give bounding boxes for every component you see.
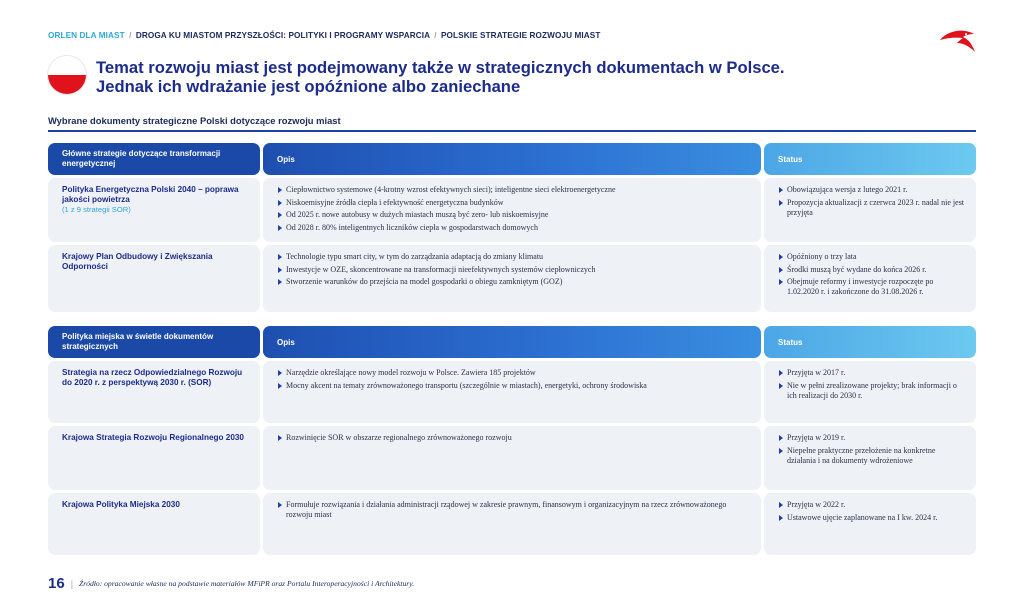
description-bullet: Stworzenie warunków do przejścia na model gospodarki o obiegu zamkniętym (GOZ) (277, 277, 751, 287)
status-bullet: Środki muszą być wydane do końca 2026 r. (778, 265, 966, 275)
source-note: Źródło: opracowanie własne na podstawie materiałów MFiPR oraz Portalu Interoperacyjności i Architektury. (79, 579, 415, 588)
strategy-cell (48, 361, 260, 423)
page-title (96, 58, 916, 96)
strategy-cell (48, 493, 260, 555)
status-bullet: Obejmuje reformy i inwestycje rozpoczęte po 1.02.2020 r. i zakończone do 31.08.2026 r. (778, 277, 966, 297)
description-bullet: Niskoemisyjne źródła ciepła i efektywność energetyczna budynków (277, 198, 751, 208)
table-row (48, 493, 976, 555)
page-title-line: Jednak ich wdrażanie jest opóźnione albo zaniechane (96, 77, 521, 96)
description-bullet: Inwestycje w OZE, skoncentrowane na transformacji nieefektywnych systemów ciepłowniczych (277, 265, 751, 275)
breadcrumb-separator: / (434, 31, 437, 40)
status-bullet: Opóźniony o trzy lata (778, 252, 966, 262)
header-strategies: Polityka miejska w świetle dokumentów strategicznych (48, 326, 260, 358)
description-bullet: Ciepłownictwo systemowe (4-krotny wzrost efektywnych sieci); inteligentne sieci elektroenergetyczne (277, 185, 751, 195)
breadcrumb-item[interactable]: ORLEN DLA MIAST (48, 31, 125, 40)
description-bullet: Technologie typu smart city, w tym do zarządzania adaptacją do zmiany klimatu (277, 252, 751, 262)
strategy-name: Krajowa Strategia Rozwoju Regionalnego 2030 (62, 433, 244, 442)
description-bullet: Rozwinięcie SOR w obszarze regionalnego zrównoważonego rozwoju (277, 433, 751, 443)
poland-flag-icon (48, 56, 86, 94)
header-description: Opis (263, 326, 761, 358)
table-row (48, 426, 976, 490)
status-cell (764, 493, 976, 555)
orlen-eagle-logo (938, 26, 978, 56)
breadcrumb-item[interactable]: DROGA KU MIASTOM PRZYSZŁOŚCI: POLITYKI I PROGRAMY WSPARCIA (135, 31, 430, 40)
strategy-name: Krajowa Polityka Miejska 2030 (62, 500, 180, 509)
page-number: 16 (48, 575, 65, 592)
table-row (48, 245, 976, 312)
table-header (48, 326, 976, 358)
header-description: Opis (263, 143, 761, 175)
status-cell (764, 178, 976, 242)
status-cell (764, 426, 976, 490)
breadcrumb (48, 31, 600, 40)
description-cell (263, 426, 761, 490)
caption-divider (48, 130, 976, 132)
description-cell (263, 361, 761, 423)
header-status: Status (764, 143, 976, 175)
table-header (48, 143, 976, 175)
status-bullet: Przyjęta w 2019 r. (778, 433, 966, 443)
description-cell (263, 493, 761, 555)
status-bullet: Obowiązująca wersja z lutego 2021 r. (778, 185, 966, 195)
description-bullet: Formułuje rozwiązania i działania administracji rządowej w zakresie prawnym, finansowym i organizacyjnym na rzecz zrównoważonego rozwoju miast (277, 500, 751, 520)
status-bullet: Ustawowe ujęcie zaplanowane na I kw. 2024 r. (778, 513, 966, 523)
status-bullet: Przyjęta w 2022 r. (778, 500, 966, 510)
strategy-table-urban (48, 326, 976, 555)
strategy-name: Strategia na rzecz Odpowiedzialnego Rozwoju do 2020 r. z perspektywą 2030 r. (SOR) (62, 368, 243, 387)
table-caption: Wybrane dokumenty strategiczne Polski dotyczące rozwoju miast (48, 115, 341, 126)
table-row (48, 178, 976, 242)
strategy-cell (48, 426, 260, 490)
breadcrumb-separator: / (129, 31, 132, 40)
table-row (48, 361, 976, 423)
status-bullet: Przyjęta w 2017 r. (778, 368, 966, 378)
strategy-table-energy (48, 143, 976, 312)
breadcrumb-item[interactable]: POLSKIE STRATEGIE ROZWOJU MIAST (441, 31, 601, 40)
status-bullet: Nie w pełni zrealizowane projekty; brak informacji o ich realizacji do 2030 r. (778, 381, 966, 401)
strategy-cell (48, 178, 260, 242)
description-bullet: Od 2028 r. 80% inteligentnych liczników ciepła w gospodarstwach domowych (277, 223, 751, 233)
description-cell (263, 178, 761, 242)
strategy-name: Krajowy Plan Odbudowy i Zwiększania Odporności (62, 252, 213, 271)
status-cell (764, 361, 976, 423)
status-cell (764, 245, 976, 312)
status-bullet: Propozycja aktualizacji z czerwca 2023 r. nadal nie jest przyjęta (778, 198, 966, 218)
footer-separator: | (70, 578, 74, 589)
strategy-note: (1 z 9 strategii SOR) (62, 205, 131, 214)
page-title-line: Temat rozwoju miast jest podejmowany także w strategicznych dokumentach w Polsce. (96, 58, 785, 77)
description-bullet: Mocny akcent na tematy zrównoważonego transportu (szczególnie w miastach), energetyki, ochrony środowiska (277, 381, 751, 391)
strategy-name: Polityka Energetyczna Polski 2040 – poprawa jakości powietrza (62, 185, 239, 204)
header-status: Status (764, 326, 976, 358)
description-bullet: Od 2025 r. nowe autobusy w dużych miastach muszą być zero- lub niskoemisyjne (277, 210, 751, 220)
description-bullet: Narzędzie określające nowy model rozwoju w Polsce. Zawiera 185 projektów (277, 368, 751, 378)
header-strategies: Główne strategie dotyczące transformacji energetycznej (48, 143, 260, 175)
description-cell (263, 245, 761, 312)
page-footer (48, 575, 414, 592)
strategy-cell (48, 245, 260, 312)
status-bullet: Niepełne praktyczne przełożenie na konkretne działania i na dokumenty wdrożeniowe (778, 446, 966, 466)
